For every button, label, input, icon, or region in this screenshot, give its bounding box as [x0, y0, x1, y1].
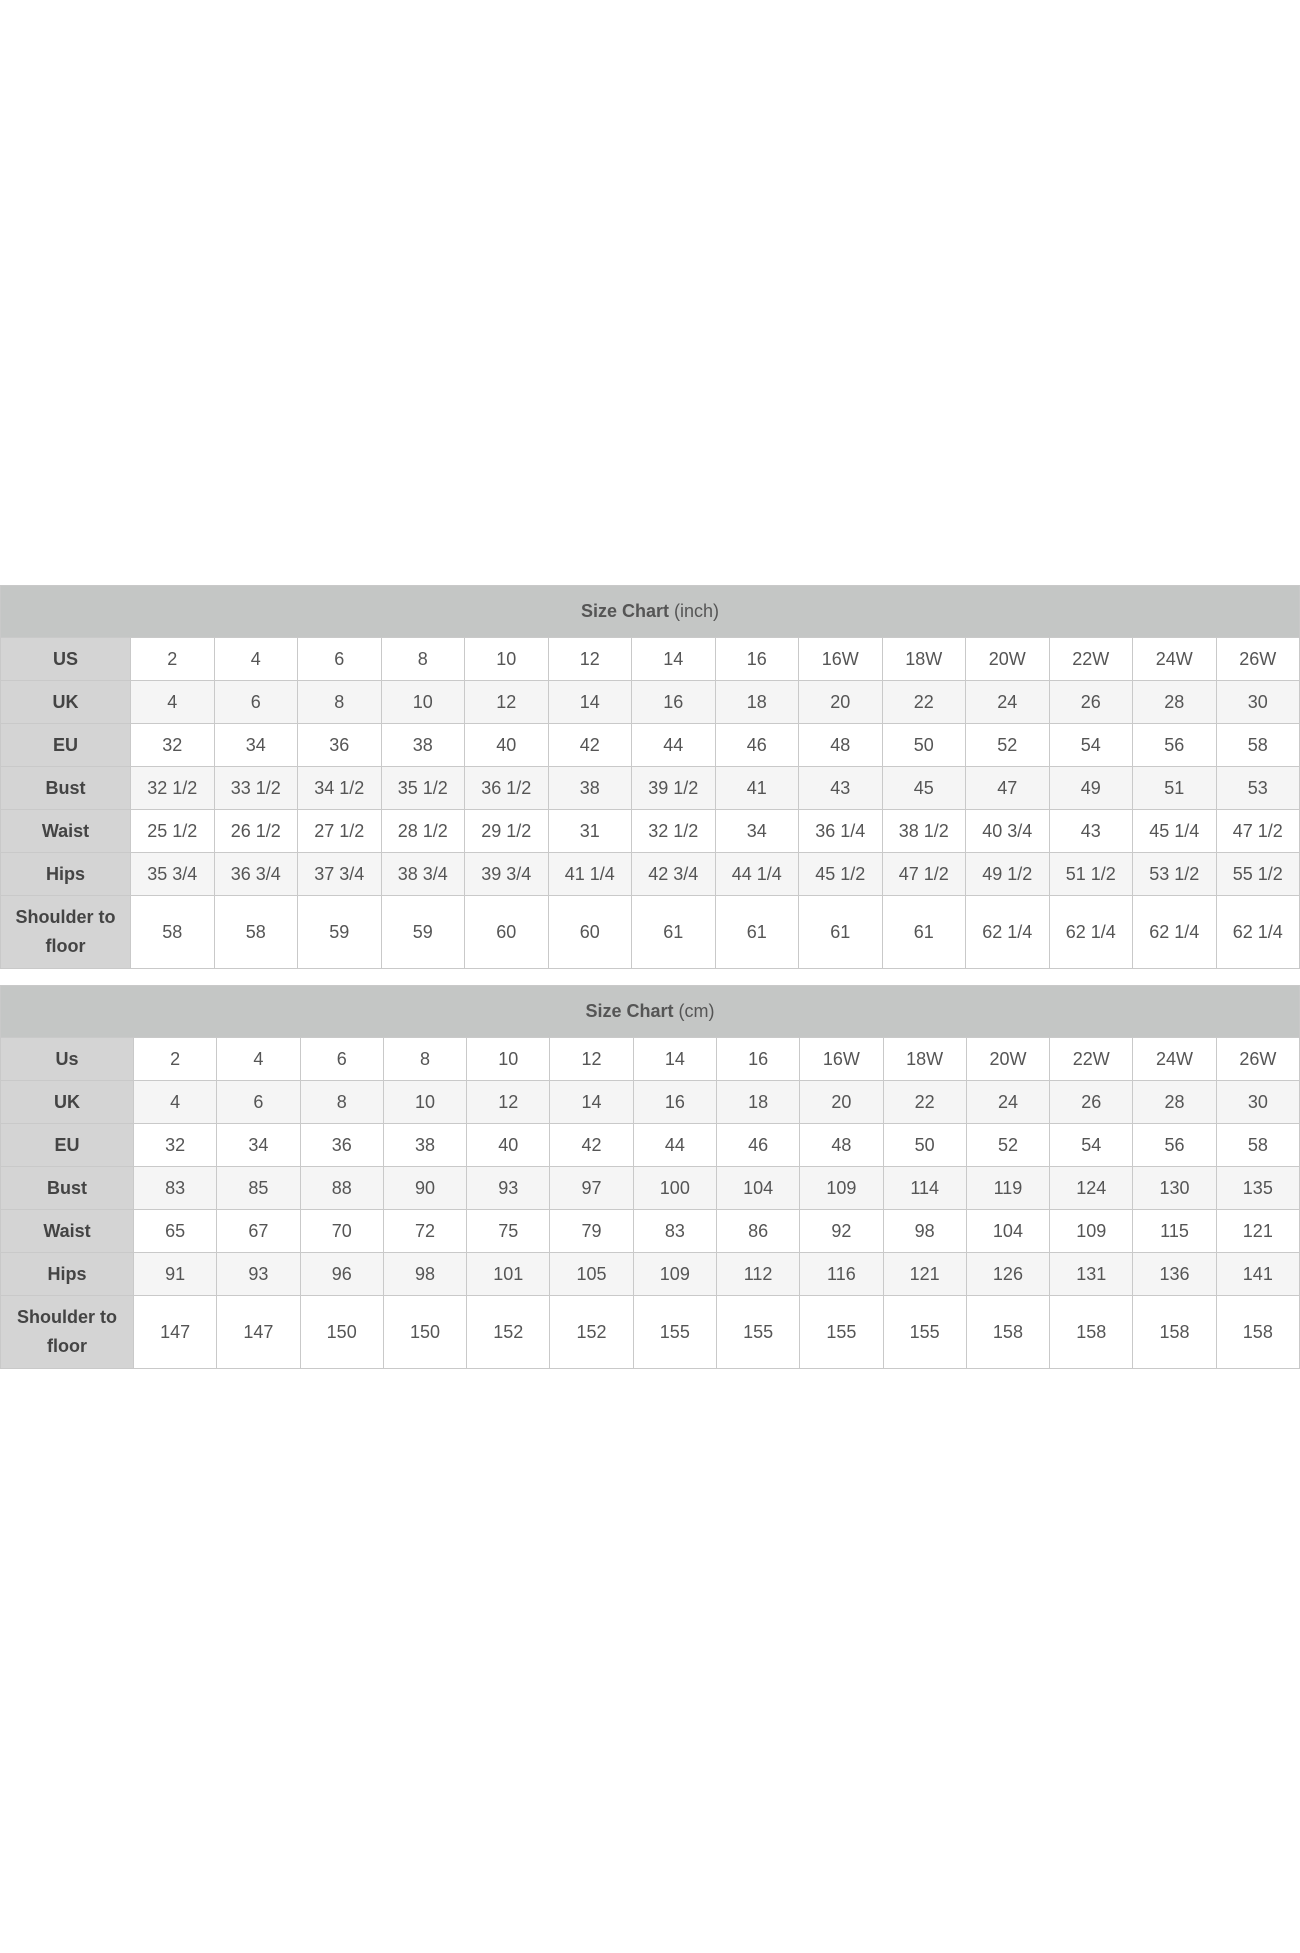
table-row — [1, 681, 1300, 724]
size-cell: 31 — [548, 810, 632, 853]
size-cell: 24W — [1133, 638, 1217, 681]
size-cell: 56 — [1133, 1124, 1216, 1167]
size-cell: 37 3/4 — [298, 853, 382, 896]
size-cell: 22W — [1049, 638, 1133, 681]
size-chart-cm — [0, 985, 1300, 1369]
size-cell: 47 — [966, 767, 1050, 810]
size-cell: 141 — [1216, 1253, 1299, 1296]
size-cell: 36 3/4 — [214, 853, 298, 896]
table-row — [1, 1124, 1300, 1167]
size-cell: 36 — [298, 724, 382, 767]
size-cell: 158 — [966, 1296, 1049, 1369]
size-cell: 18W — [883, 1038, 966, 1081]
size-cell: 51 1/2 — [1049, 853, 1133, 896]
size-cell: 4 — [134, 1081, 217, 1124]
size-cell: 6 — [217, 1081, 300, 1124]
row-label: EU — [1, 1124, 134, 1167]
size-cell: 101 — [467, 1253, 550, 1296]
size-cell: 53 — [1216, 767, 1300, 810]
size-cell: 46 — [716, 1124, 799, 1167]
size-cell: 40 3/4 — [966, 810, 1050, 853]
size-cell: 34 — [214, 724, 298, 767]
size-cell: 29 1/2 — [465, 810, 549, 853]
size-cell: 47 1/2 — [882, 853, 966, 896]
size-cell: 26W — [1216, 1038, 1299, 1081]
size-cell: 100 — [633, 1167, 716, 1210]
size-cell: 53 1/2 — [1133, 853, 1217, 896]
size-cell: 61 — [882, 896, 966, 969]
size-cell: 20W — [966, 638, 1050, 681]
row-label: Waist — [1, 810, 131, 853]
size-cell: 33 1/2 — [214, 767, 298, 810]
size-cell: 24W — [1133, 1038, 1216, 1081]
row-label: Shoulder to floor — [1, 896, 131, 969]
size-cell: 72 — [383, 1210, 466, 1253]
size-cell: 18W — [882, 638, 966, 681]
size-cell: 83 — [633, 1210, 716, 1253]
size-cell: 41 1/4 — [548, 853, 632, 896]
size-cell: 32 1/2 — [632, 810, 716, 853]
size-cell: 28 — [1133, 681, 1217, 724]
size-cell: 58 — [1216, 1124, 1299, 1167]
size-cell: 104 — [966, 1210, 1049, 1253]
size-cell: 27 1/2 — [298, 810, 382, 853]
size-cell: 150 — [300, 1296, 383, 1369]
size-cell: 12 — [467, 1081, 550, 1124]
size-cell: 44 — [632, 724, 716, 767]
size-cell: 126 — [966, 1253, 1049, 1296]
size-cell: 24 — [966, 681, 1050, 724]
size-cell: 47 1/2 — [1216, 810, 1300, 853]
table-row — [1, 810, 1300, 853]
size-cell: 88 — [300, 1167, 383, 1210]
size-cell: 6 — [214, 681, 298, 724]
size-cell: 158 — [1133, 1296, 1216, 1369]
row-label: Hips — [1, 1253, 134, 1296]
title-unit: (cm) — [678, 1001, 715, 1021]
size-cell: 42 — [550, 1124, 633, 1167]
size-cell: 52 — [966, 724, 1050, 767]
size-cell: 114 — [883, 1167, 966, 1210]
size-cell: 109 — [800, 1167, 883, 1210]
table-row — [1, 767, 1300, 810]
row-label: Hips — [1, 853, 131, 896]
table-row — [1, 724, 1300, 767]
size-cell: 61 — [799, 896, 883, 969]
size-cell: 36 1/4 — [799, 810, 883, 853]
size-cell: 90 — [383, 1167, 466, 1210]
size-cell: 35 3/4 — [131, 853, 215, 896]
size-cell: 61 — [715, 896, 799, 969]
row-label: Bust — [1, 1167, 134, 1210]
size-cell: 56 — [1133, 724, 1217, 767]
size-cell: 54 — [1050, 1124, 1133, 1167]
size-cell: 52 — [966, 1124, 1049, 1167]
size-cell: 119 — [966, 1167, 1049, 1210]
row-label: UK — [1, 1081, 134, 1124]
size-cell: 155 — [800, 1296, 883, 1369]
size-cell: 150 — [383, 1296, 466, 1369]
size-cell: 147 — [217, 1296, 300, 1369]
size-cell: 26 — [1050, 1081, 1133, 1124]
size-cell: 96 — [300, 1253, 383, 1296]
size-cell: 155 — [633, 1296, 716, 1369]
size-cell: 10 — [467, 1038, 550, 1081]
size-cell: 115 — [1133, 1210, 1216, 1253]
size-cell: 26W — [1216, 638, 1300, 681]
size-cell: 16 — [632, 681, 716, 724]
size-cell: 105 — [550, 1253, 633, 1296]
size-cell: 32 — [134, 1124, 217, 1167]
size-cell: 35 1/2 — [381, 767, 465, 810]
size-cell: 8 — [300, 1081, 383, 1124]
size-cell: 39 1/2 — [632, 767, 716, 810]
table-row — [1, 853, 1300, 896]
row-label: Us — [1, 1038, 134, 1081]
size-cell: 8 — [381, 638, 465, 681]
size-cell: 61 — [632, 896, 716, 969]
title-bold: Size Chart — [580, 601, 669, 621]
row-label: US — [1, 638, 131, 681]
size-cell: 50 — [883, 1124, 966, 1167]
size-cell: 40 — [467, 1124, 550, 1167]
size-cell: 155 — [883, 1296, 966, 1369]
size-cell: 152 — [467, 1296, 550, 1369]
size-cell: 42 — [548, 724, 632, 767]
size-cell: 67 — [217, 1210, 300, 1253]
size-cell: 34 1/2 — [298, 767, 382, 810]
row-label: Bust — [1, 767, 131, 810]
size-cell: 6 — [300, 1038, 383, 1081]
size-cell: 58 — [1216, 724, 1300, 767]
size-cell: 16 — [716, 1038, 799, 1081]
size-cell: 25 1/2 — [131, 810, 215, 853]
size-cell: 136 — [1133, 1253, 1216, 1296]
size-cell: 121 — [883, 1253, 966, 1296]
size-cell: 22 — [882, 681, 966, 724]
size-cell: 6 — [298, 638, 382, 681]
size-cell: 62 1/4 — [966, 896, 1050, 969]
size-cell: 4 — [214, 638, 298, 681]
size-cell: 36 — [300, 1124, 383, 1167]
size-cell: 16W — [799, 638, 883, 681]
size-cell: 20W — [966, 1038, 1049, 1081]
size-cell: 14 — [550, 1081, 633, 1124]
size-cell: 62 1/4 — [1133, 896, 1217, 969]
table-row — [1, 638, 1300, 681]
size-cell: 18 — [715, 681, 799, 724]
table-row — [1, 1081, 1300, 1124]
size-cell: 30 — [1216, 1081, 1299, 1124]
size-chart-title — [1, 986, 1300, 1038]
size-cell: 98 — [383, 1253, 466, 1296]
size-cell: 10 — [465, 638, 549, 681]
size-cell: 62 1/4 — [1049, 896, 1133, 969]
size-table-cm — [0, 985, 1300, 1369]
size-cell: 20 — [799, 681, 883, 724]
size-cell: 45 1/2 — [799, 853, 883, 896]
size-cell: 91 — [134, 1253, 217, 1296]
size-cell: 4 — [131, 681, 215, 724]
size-cell: 42 3/4 — [632, 853, 716, 896]
size-cell: 62 1/4 — [1216, 896, 1300, 969]
size-cell: 50 — [882, 724, 966, 767]
table-row — [1, 1296, 1300, 1369]
size-cell: 45 1/4 — [1133, 810, 1217, 853]
row-label: Waist — [1, 1210, 134, 1253]
title-bold: Size Chart — [585, 1001, 674, 1021]
size-cell: 131 — [1050, 1253, 1133, 1296]
size-cell: 28 1/2 — [381, 810, 465, 853]
size-cell: 60 — [548, 896, 632, 969]
size-cell: 116 — [800, 1253, 883, 1296]
size-cell: 38 1/2 — [882, 810, 966, 853]
size-table-inch — [0, 585, 1300, 969]
row-label: EU — [1, 724, 131, 767]
size-cell: 12 — [465, 681, 549, 724]
size-cell: 8 — [383, 1038, 466, 1081]
size-cell: 16W — [800, 1038, 883, 1081]
table-body — [1, 638, 1300, 969]
size-cell: 70 — [300, 1210, 383, 1253]
size-cell: 79 — [550, 1210, 633, 1253]
size-cell: 32 1/2 — [131, 767, 215, 810]
size-cell: 10 — [383, 1081, 466, 1124]
size-cell: 93 — [467, 1167, 550, 1210]
size-cell: 20 — [800, 1081, 883, 1124]
size-cell: 44 — [633, 1124, 716, 1167]
size-cell: 55 1/2 — [1216, 853, 1300, 896]
size-cell: 41 — [715, 767, 799, 810]
size-cell: 155 — [716, 1296, 799, 1369]
size-cell: 8 — [298, 681, 382, 724]
size-cell: 40 — [465, 724, 549, 767]
size-cell: 4 — [217, 1038, 300, 1081]
size-cell: 49 — [1049, 767, 1133, 810]
size-cell: 49 1/2 — [966, 853, 1050, 896]
size-cell: 59 — [298, 896, 382, 969]
size-cell: 18 — [716, 1081, 799, 1124]
size-cell: 98 — [883, 1210, 966, 1253]
size-cell: 26 — [1049, 681, 1133, 724]
size-cell: 158 — [1050, 1296, 1133, 1369]
size-cell: 34 — [715, 810, 799, 853]
size-cell: 44 1/4 — [715, 853, 799, 896]
size-cell: 34 — [217, 1124, 300, 1167]
size-cell: 65 — [134, 1210, 217, 1253]
size-cell: 28 — [1133, 1081, 1216, 1124]
size-cell: 60 — [465, 896, 549, 969]
table-row — [1, 1167, 1300, 1210]
size-cell: 59 — [381, 896, 465, 969]
size-cell: 104 — [716, 1167, 799, 1210]
size-cell: 48 — [800, 1124, 883, 1167]
size-cell: 39 3/4 — [465, 853, 549, 896]
size-cell: 158 — [1216, 1296, 1299, 1369]
row-label: UK — [1, 681, 131, 724]
size-cell: 54 — [1049, 724, 1133, 767]
size-cell: 36 1/2 — [465, 767, 549, 810]
size-cell: 112 — [716, 1253, 799, 1296]
size-cell: 24 — [966, 1081, 1049, 1124]
size-cell: 16 — [633, 1081, 716, 1124]
size-cell: 14 — [632, 638, 716, 681]
table-row — [1, 896, 1300, 969]
size-cell: 43 — [799, 767, 883, 810]
size-cell: 92 — [800, 1210, 883, 1253]
table-row — [1, 1038, 1300, 1081]
size-cell: 109 — [1050, 1210, 1133, 1253]
table-row — [1, 1210, 1300, 1253]
size-cell: 109 — [633, 1253, 716, 1296]
size-cell: 22W — [1050, 1038, 1133, 1081]
size-cell: 32 — [131, 724, 215, 767]
row-label: Shoulder to floor — [1, 1296, 134, 1369]
size-cell: 12 — [550, 1038, 633, 1081]
size-cell: 2 — [131, 638, 215, 681]
size-cell: 14 — [548, 681, 632, 724]
size-cell: 46 — [715, 724, 799, 767]
size-cell: 16 — [715, 638, 799, 681]
size-cell: 58 — [131, 896, 215, 969]
size-cell: 48 — [799, 724, 883, 767]
size-cell: 121 — [1216, 1210, 1299, 1253]
title-unit: (inch) — [674, 601, 720, 621]
size-cell: 45 — [882, 767, 966, 810]
size-cell: 22 — [883, 1081, 966, 1124]
table-row — [1, 1253, 1300, 1296]
size-cell: 43 — [1049, 810, 1133, 853]
size-cell: 135 — [1216, 1167, 1299, 1210]
size-cell: 14 — [633, 1038, 716, 1081]
size-cell: 30 — [1216, 681, 1300, 724]
size-cell: 97 — [550, 1167, 633, 1210]
size-chart-title — [1, 586, 1300, 638]
size-cell: 2 — [134, 1038, 217, 1081]
size-cell: 38 — [548, 767, 632, 810]
size-chart-inch — [0, 585, 1300, 969]
size-cell: 93 — [217, 1253, 300, 1296]
size-cell: 147 — [134, 1296, 217, 1369]
size-cell: 38 3/4 — [381, 853, 465, 896]
size-cell: 75 — [467, 1210, 550, 1253]
size-cell: 130 — [1133, 1167, 1216, 1210]
size-cell: 83 — [134, 1167, 217, 1210]
size-cell: 86 — [716, 1210, 799, 1253]
size-cell: 38 — [383, 1124, 466, 1167]
size-cell: 38 — [381, 724, 465, 767]
size-cell: 124 — [1050, 1167, 1133, 1210]
size-cell: 152 — [550, 1296, 633, 1369]
size-cell: 26 1/2 — [214, 810, 298, 853]
size-cell: 12 — [548, 638, 632, 681]
size-cell: 51 — [1133, 767, 1217, 810]
size-cell: 10 — [381, 681, 465, 724]
size-cell: 85 — [217, 1167, 300, 1210]
table-body — [1, 1038, 1300, 1369]
size-cell: 58 — [214, 896, 298, 969]
